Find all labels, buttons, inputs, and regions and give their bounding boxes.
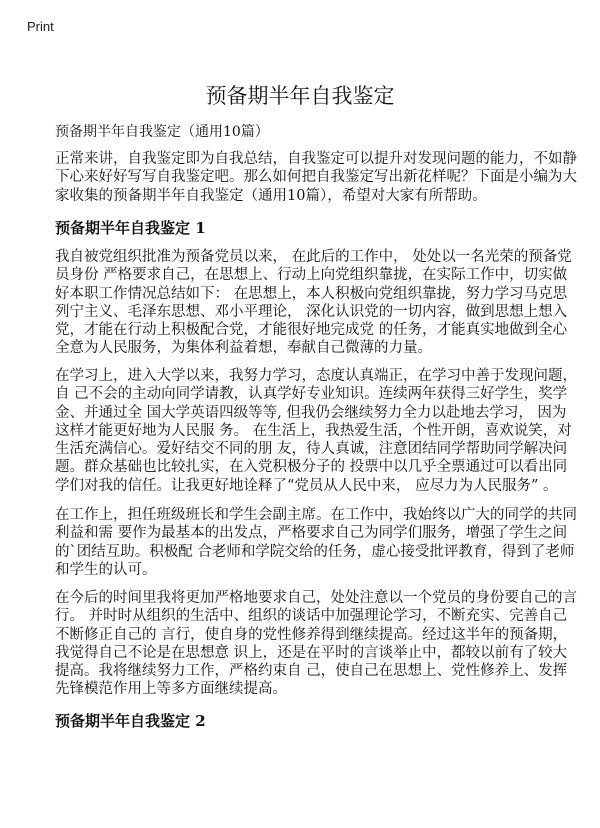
text-line: 学们对我的信任。让我更好地诠释了“党员从人民中来， 应尽力为人民服务” 。 [55, 477, 558, 494]
text-line: 在学习上，进入大学以来，我努力学习，态度认真端正，在学习中善于发现问题， [55, 368, 577, 384]
text-line: 党，才能在行动上积极配合党，才能很好地完成党 的任务，才能真实地做到全心 [55, 322, 568, 339]
text-line: 先锋模范作用上等多方面继续提高。 [55, 681, 287, 698]
text-line: 不断修正自己的 言行，使自身的党性修养得到继续提高。经过这半年的预备期， [55, 626, 568, 643]
text-line: 正常来讲，自我鉴定即为自我总结，自我鉴定可以提升对发现问题的能力，不如静 [55, 151, 577, 167]
text-line: 在今后的时间里我将更加严格地要求自己，处处注意以一个党员的身份要自己的言 [55, 590, 577, 606]
text-line: 的`团结互助。积极配 合老师和学院交给的任务，虚心接受批评教育，得到了老师 [55, 543, 575, 560]
paragraph-2 [55, 367, 577, 495]
text-line: 全意为人民服务，为集体利益着想，奉献自己微薄的力量。 [55, 340, 432, 357]
text-line: 提高。我将继续努力工作，严格约束自 己，使自己在思想上、党性修养上、发挥 [55, 663, 568, 680]
paragraph-3 [55, 506, 577, 579]
text-line: 我觉得自己不论是在思想意 识上，还是在平时的言谈举止中，都较以前有了较大 [55, 644, 568, 661]
section-heading-1: 预备期半年自我鉴定 1 [55, 219, 206, 237]
text-line: 利益和需 要作为最基本的出发点，严格要求自己为同学们服务，增强了学生之间 [55, 525, 568, 542]
text-line: 自 己不会的主动向同学请教，认真学好专业知识。连续两年获得三好学生，奖学 [55, 386, 568, 403]
text-line: 这样才能更好地为人民服 务。 在生活上，我热爱生活，个性开朗，喜欢说笑，对 [55, 422, 572, 439]
paragraph-4 [55, 589, 577, 699]
text-line: 金、并通过全 国大学英语四级等等, 但我仍会继续努力全力以赴地去学习， 因为 [55, 404, 567, 421]
page-title: 预备期半年自我鉴定 [205, 84, 395, 108]
text-line: 列宁主义、毛泽东思想、邓小平理论， 深化认识党的一切内容，做到思想上想入 [55, 303, 568, 320]
subtitle: 预备期半年自我鉴定（通用10篇） [55, 124, 269, 140]
text-line: 我自被党组织批准为预备党员以来， 在此后的工作中， 处处以一名光荣的预备党 [55, 249, 572, 265]
text-line: 生活充满信心。爱好结交不同的朋 友，待人真诚，注意团结同学帮助同学解决问 [55, 441, 568, 458]
text-line: 下心来好好写写自我鉴定吧。那么如何把自我鉴定写出新花样呢？下面是小编为大 [55, 169, 577, 186]
text-line: 好本职工作情况总结如下： 在思想上，本人积极向党组织靠拢，努力学习马克思 [55, 285, 568, 302]
text-line: 家收集的预备期半年自我鉴定（通用10篇），希望对大家有所帮助。 [55, 187, 487, 204]
print-link[interactable]: Print [27, 19, 54, 34]
text-line: 题。群众基础也比较扎实，在入党积极分子的 投票中以几乎全票通过可以看出同 [55, 459, 568, 476]
section-heading-2: 预备期半年自我鉴定 2 [55, 712, 206, 730]
text-line: 行。 并时时从组织的生活中、组织的谈话中加强理论学习，不断充实、完善自己 [55, 608, 568, 625]
text-line: 在工作上，担任班级班长和学生会副主席。在工作中，我始终以广大的同学的共同 [55, 507, 577, 523]
text-line: 和学生的认可。 [55, 561, 157, 578]
intro-paragraph [55, 150, 577, 205]
paragraph-1 [55, 248, 572, 358]
text-line: 员身份 严格要求自己，在思想上、行动上向党组织靠拢，在实际工作中，切实做 [55, 267, 568, 284]
